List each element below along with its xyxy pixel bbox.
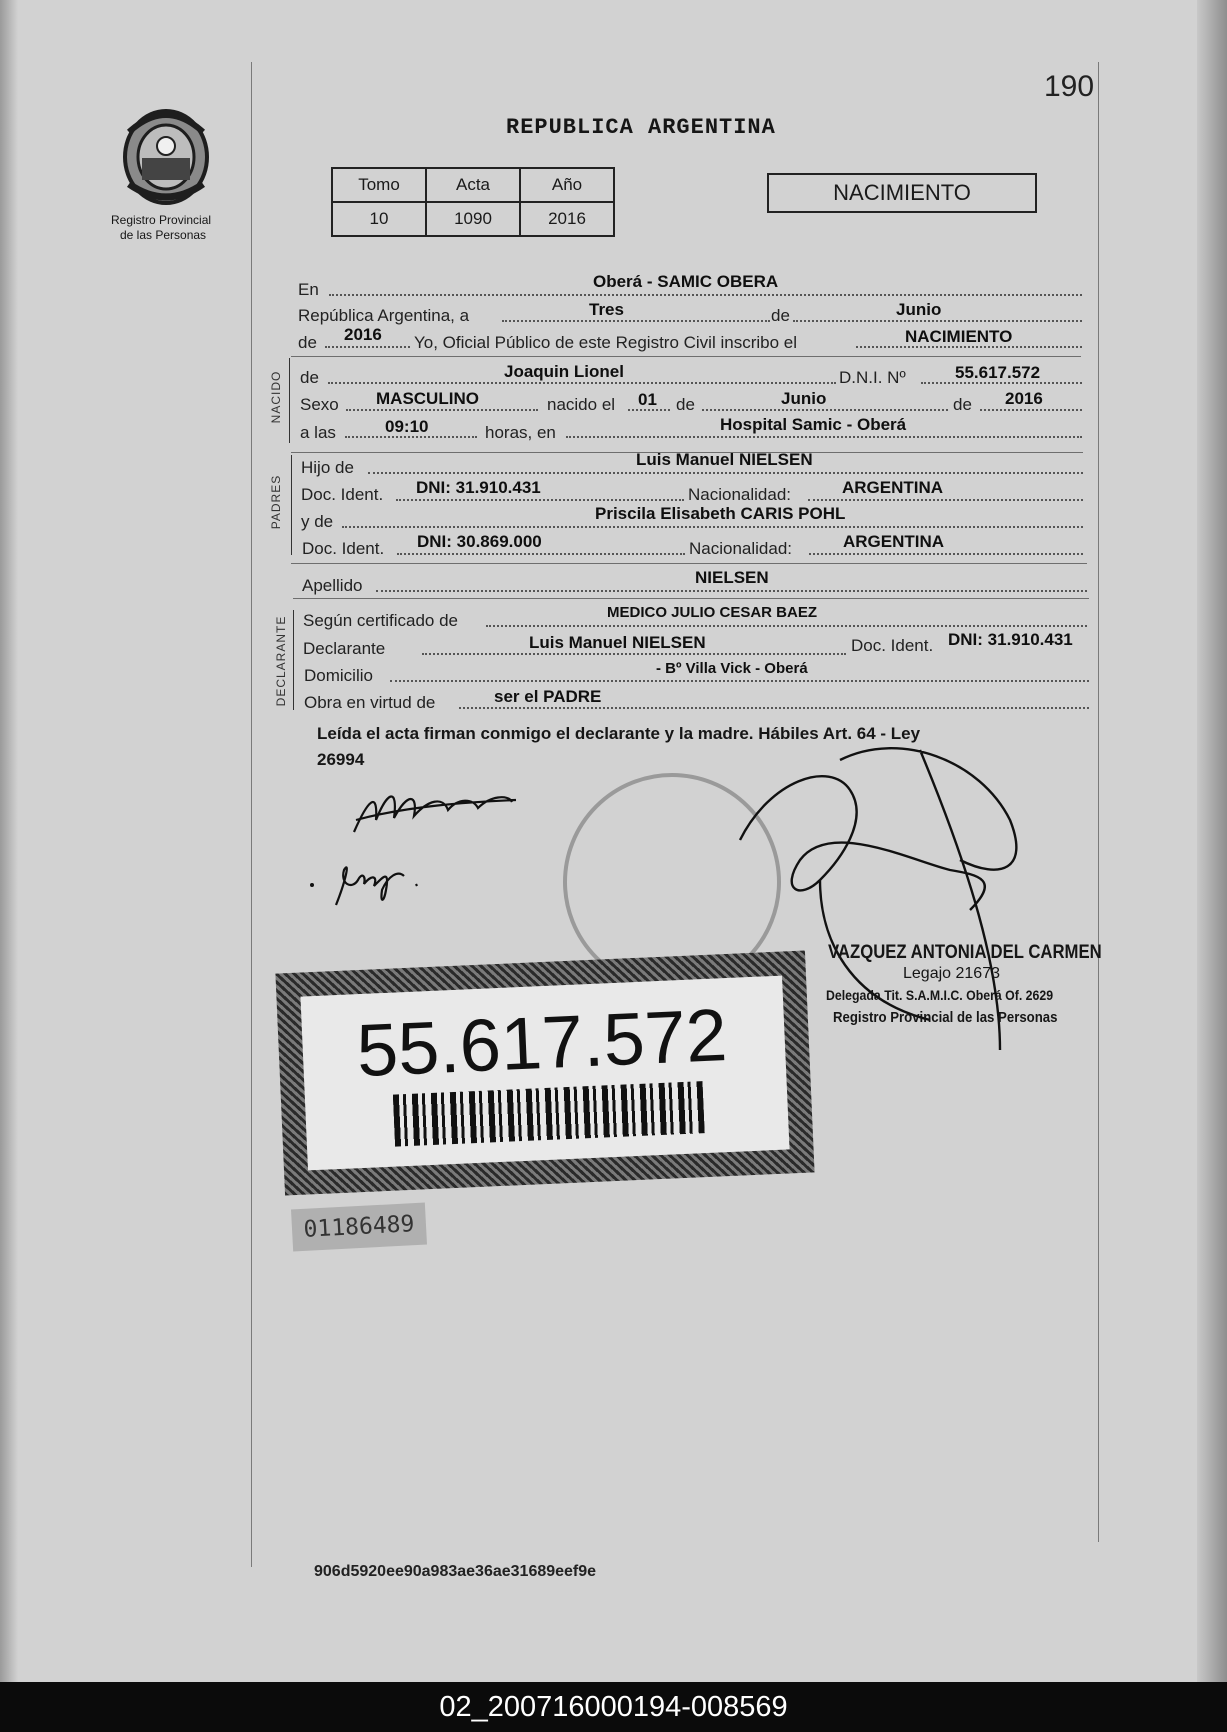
value-surname: NIELSEN [695,568,769,587]
value-certificate: MEDICO JULIO CESAR BAEZ [607,604,818,621]
officer-office: Registro Provincial de las Personas [833,1009,1058,1026]
left-edge-shadow [0,0,18,1682]
label-declarante: Declarante [303,639,386,658]
act-type-box: NACIMIENTO [767,173,1037,213]
fill-line [980,409,1082,411]
value-declarant: Luis Manuel NIELSEN [529,633,706,652]
fill-line [486,625,1087,627]
value-father-nat: ARGENTINA [842,478,944,497]
barcode-icon [393,1081,705,1146]
label-obra: Obra en virtud de [304,693,436,712]
label-doc-ident-mother: Doc. Ident. [302,539,385,558]
rule-1 [291,356,1081,357]
closing-text-line1: Leída el acta firman conmigo el declarante y la madre. Hábiles Art. 64 - Ley [317,724,921,743]
value-mother-name: Priscila Elisabeth CARIS POHL [595,504,846,523]
fill-line [702,409,948,411]
fill-line [422,653,846,655]
label-de-1: de [771,306,790,325]
label-domicilio: Domicilio [304,666,373,685]
barcode-label [275,951,814,1196]
record-header-tomo: Tomo [332,168,426,202]
officer-legajo: Legajo 21673 [903,965,1000,982]
fill-line [325,346,410,348]
label-de-year: de [298,333,317,352]
label-de-name: de [300,368,319,387]
issuer-caption-line1: Registro Provincial [111,213,212,227]
label-dni: D.N.I. Nº [839,368,906,387]
value-birth-time: 09:10 [385,417,429,436]
section-label-born: NACIDO [269,370,283,424]
margin-line-left [251,62,252,1567]
issuer-caption-line2: de las Personas [120,228,207,242]
fill-line [376,590,1087,592]
label-nacionalidad-father: Nacionalidad: [688,485,792,504]
value-mother-doc: DNI: 30.869.000 [417,532,542,551]
value-month: Junio [896,300,942,319]
closing-text-line2: 26994 [317,750,365,769]
value-declarant-doc: DNI: 31.910.431 [948,630,1073,649]
record-value-acta: 1090 [426,202,520,236]
fill-line [808,499,1083,501]
fill-line [793,320,1082,322]
label-doc-ident-declarant: Doc. Ident. [851,636,934,655]
barcode-label-inner [300,976,789,1171]
section-bracket-born [289,358,290,443]
right-edge-shadow [1197,0,1227,1682]
label-de-2: de [676,395,695,414]
section-bracket-declarant [293,610,294,710]
label-segun: Según certificado de [303,611,458,630]
fill-line [342,526,1083,528]
value-address: - Bº Villa Vick - Oberá [656,660,808,677]
value-place: Oberá - SAMIC OBERA [593,272,779,291]
fill-line [502,320,770,322]
value-capacity: ser el PADRE [494,687,602,706]
fill-line [396,499,684,501]
value-birth-year: 2016 [1005,389,1043,408]
value-child-dni: 55.617.572 [955,363,1041,382]
fill-line [809,553,1083,555]
fill-line [329,294,1082,296]
value-birth-month: Junio [781,389,827,408]
barcode-number: 55.617.572 [355,993,729,1093]
record-value-ano: 2016 [520,202,614,236]
value-mother-nat: ARGENTINA [843,532,945,551]
fill-line [368,472,1083,474]
serial-number: 01186489 [291,1203,427,1252]
fill-line [397,553,685,555]
officer-role: Delegada Tit. S.A.M.I.C. Oberá Of. 2629 [826,987,1054,1003]
label-sexo: Sexo [300,395,339,414]
fill-line [459,707,1089,709]
label-nacido-el: nacido el [547,395,616,414]
section-label-declarant: DECLARANTE [274,615,288,707]
provincial-seal-icon [117,102,215,208]
label-en: En [298,280,319,299]
label-nacionalidad-mother: Nacionalidad: [689,539,793,558]
label-a-las: a las [300,423,336,442]
footer-id: 02_200716000194-008569 [439,1691,788,1723]
fill-line [346,409,538,411]
value-father-name: Luis Manuel NIELSEN [636,450,813,469]
rule-4 [293,598,1089,599]
label-hijo-de: Hijo de [301,458,354,477]
value-act-kind: NACIMIENTO [905,327,1013,346]
label-doc-ident-father: Doc. Ident. [301,485,384,504]
mother-signature-icon [306,850,436,910]
record-value-tomo: 10 [332,202,426,236]
label-oficial: Yo, Oficial Público de este Registro Civil inscribo el [414,333,797,352]
record-header-acta: Acta [426,168,520,202]
value-child-name: Joaquin Lionel [504,362,624,381]
label-apellido: Apellido [302,576,363,595]
father-signature-icon [348,780,518,840]
value-sex: MASCULINO [376,389,479,408]
rule-3 [291,563,1087,564]
document-hash: 906d5920ee90a983ae36ae31689eef9e [314,1563,597,1580]
label-republica: República Argentina, a [298,306,470,325]
officer-name: VAZQUEZ ANTONIA DEL CARMEN [828,942,1102,963]
label-y-de: y de [301,512,334,531]
country-title: REPUBLICA ARGENTINA [506,115,776,140]
fill-line [566,436,1082,438]
value-father-doc: DNI: 31.910.431 [416,478,541,497]
label-horas-en: horas, en [485,423,556,442]
record-table [331,167,615,237]
value-birth-day: 01 [638,390,657,409]
section-bracket-parents [291,455,292,555]
section-label-parents: PADRES [269,474,283,530]
value-year: 2016 [344,325,382,344]
page-number: 190 [1044,70,1095,103]
value-birth-place: Hospital Samic - Oberá [720,415,907,434]
label-de-3: de [953,395,972,414]
value-day: Tres [589,300,624,319]
fill-line [328,382,836,384]
record-header-ano: Año [520,168,614,202]
fill-line [390,680,1089,682]
